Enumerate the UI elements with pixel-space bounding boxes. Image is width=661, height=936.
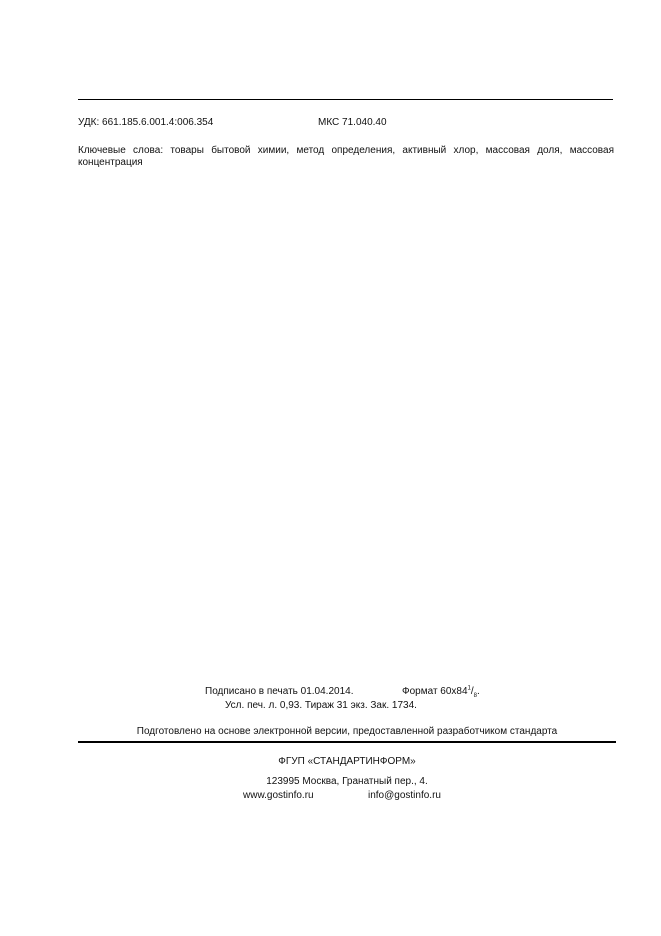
keywords-paragraph: Ключевые слова: товары бытовой химии, метод определения, активный хлор, массовая доля, массовая концентрация	[78, 145, 614, 168]
mks-code: МКС 71.040.40	[318, 117, 387, 128]
prepared-note: Подготовлено на основе электронной версии, предоставленной разработчиком стандарта	[136, 726, 558, 737]
udk-code: УДК: 661.185.6.001.4:006.354	[78, 117, 214, 128]
publisher-website[interactable]: www.gostinfo.ru	[243, 790, 314, 801]
signed-to-print: Подписано в печать 01.04.2014.	[205, 686, 354, 697]
format-prefix: Формат 60х84	[402, 686, 468, 697]
publisher-email[interactable]: info@gostinfo.ru	[368, 790, 441, 801]
format-denominator: 8	[473, 693, 478, 699]
format-numerator: 1	[467, 685, 471, 692]
paper-format	[402, 686, 480, 698]
publisher-address: 123995 Москва, Гранатный пер., 4.	[266, 776, 428, 787]
top-divider	[78, 99, 613, 100]
imprint-divider	[78, 741, 616, 743]
format-slash: /	[470, 686, 474, 697]
print-volume: Усл. печ. л. 0,93. Тираж 31 экз. Зак. 1734.	[225, 700, 417, 711]
format-end: .	[477, 686, 480, 697]
publisher-name: ФГУП «СТАНДАРТИНФОРМ»	[278, 756, 416, 767]
